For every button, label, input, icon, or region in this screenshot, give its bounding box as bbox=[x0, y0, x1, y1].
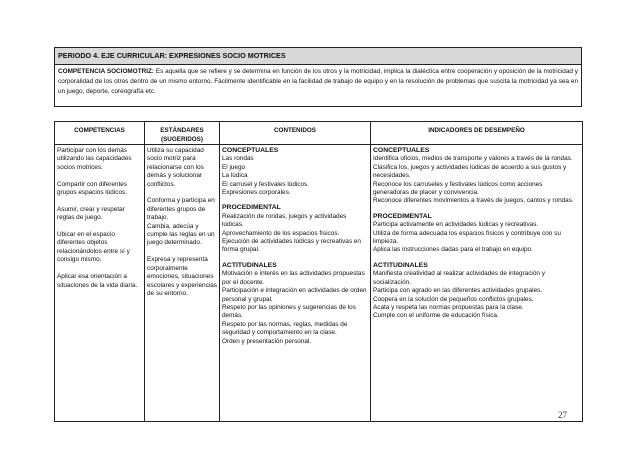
cell-indicadores bbox=[371, 145, 583, 422]
cell-estandares: Utiliza su capacidad socio motriz para relacionarse con los demás y solucionar conflictos. Conforma y participa en diferentes grupos de trabajo. Cambia, adecúa y cumple las reglas en un juego determinado. Expresa y representa corporalmente emociones, situaciones escolares y experiencias de su entorno. bbox=[145, 145, 220, 422]
period-box bbox=[54, 47, 582, 107]
indicadores-conceptuales: Identifica oficios, medios de transporte y valores a través de la rondas. Clasifica los, juegos y actividades lúdicas de acuerdo a sus gustos y necesidades. Reconoce los carruseles y festivales lúdicos como acciones generadoras de placer y convivencia. Reconoce diferentes movimientos a través de juegos, cantos y rondas. bbox=[373, 155, 574, 205]
indicadores-actitudinales-title: ACTITUDINALES bbox=[373, 261, 428, 269]
contenidos-procedimental: Realización de rondas, juegos y actividades lúdicas. Aprovechamiento de los espacios físicos. Ejecución de actividades lúdicas y recreativas en forma grupal. bbox=[222, 212, 361, 254]
page-number: 27 bbox=[558, 410, 567, 420]
contenidos-conceptuales-title: CONCEPTUALES bbox=[222, 147, 279, 154]
table-row bbox=[55, 145, 583, 422]
indicadores-conceptuales-title: CONCEPTUALES bbox=[373, 147, 430, 154]
header-indicadores: INDICADORES DE DESEMPEÑO bbox=[371, 122, 583, 145]
indicadores-procedimental: Participa activamente en actividades lúdicas y recreativas. Utiliza de forma adecuada los espacios físicos y contribuye con su limpieza. Aplica las instrucciones dadas para el trabajo en equipo. bbox=[373, 221, 561, 254]
competency-text: Es aquella que se refiere y se determina en función de los otros y la motricidad, implica la dialéctica entre cooperación y oposición de la motricidad y corporalidad de los otros dentro de un mismo entorno. Fácilmente identificable en la facilidad de trabajo de equipo y en la resolución de problemas que suscita la motricidad ya sea en un juego, deporte, coreografía etc. bbox=[58, 68, 578, 95]
table-header-row bbox=[55, 122, 583, 145]
period-header: PERIODO 4. EJE CURRICULAR: EXPRESIONES SOCIO MOTRICES bbox=[55, 48, 581, 65]
indicadores-procedimental-title: PROCEDIMENTAL bbox=[373, 212, 432, 220]
indicadores-actitudinales: Manifiesta creatividad al realizar actividades de integración y socialización. Participa con agrado en las diferentes actividades grupales. Coopera en la solución de pequeños conflictos grupales. Acata y respeta las normas propuestas para la clase. Cumple con el uniforme de educación física. bbox=[373, 270, 545, 320]
competency-label: COMPETENCIA SOCIOMOTRIZ: bbox=[58, 68, 155, 75]
competency-description bbox=[55, 65, 581, 97]
contenidos-procedimental-title: PROCEDIMENTAL bbox=[222, 204, 281, 212]
header-competencias: COMPETENCIAS bbox=[55, 122, 145, 145]
contenidos-actitudinales-title: ACTITUDINALES bbox=[222, 261, 277, 269]
header-estandares: ESTÁNDARES (SUGERIDOS) bbox=[145, 122, 220, 145]
contenidos-conceptuales: Las rondas El juego La lúdica El carrusel y festivales lúdicos. Expresiones corporales. bbox=[222, 155, 310, 197]
cell-competencias: Participar con los demás utilizando las capacidades socios motrices. Compartir con diferentes grupos espacios lúdicos. Asumir, crear y respetar reglas de juego. Ubicar en el espacio diferentes objetos relacionándolos entre sí y consigo mismo. Aplicar esa orientación a situaciones de la vida diaria. bbox=[55, 145, 145, 422]
contenidos-actitudinales: Motivación e interés en las actividades propuestas por el docente. Participación e integración en actividades de orden personal y grupal. Respeto por las opiniones y sugerencias de los demás. Respeto por las normas, reglas, medidas de seguridad y comportamiento en la clase. Orden y presentación personal. bbox=[222, 270, 367, 345]
cell-contenidos bbox=[220, 145, 371, 422]
header-contenidos: CONTENIDOS bbox=[220, 122, 371, 145]
curriculum-table bbox=[54, 121, 583, 422]
